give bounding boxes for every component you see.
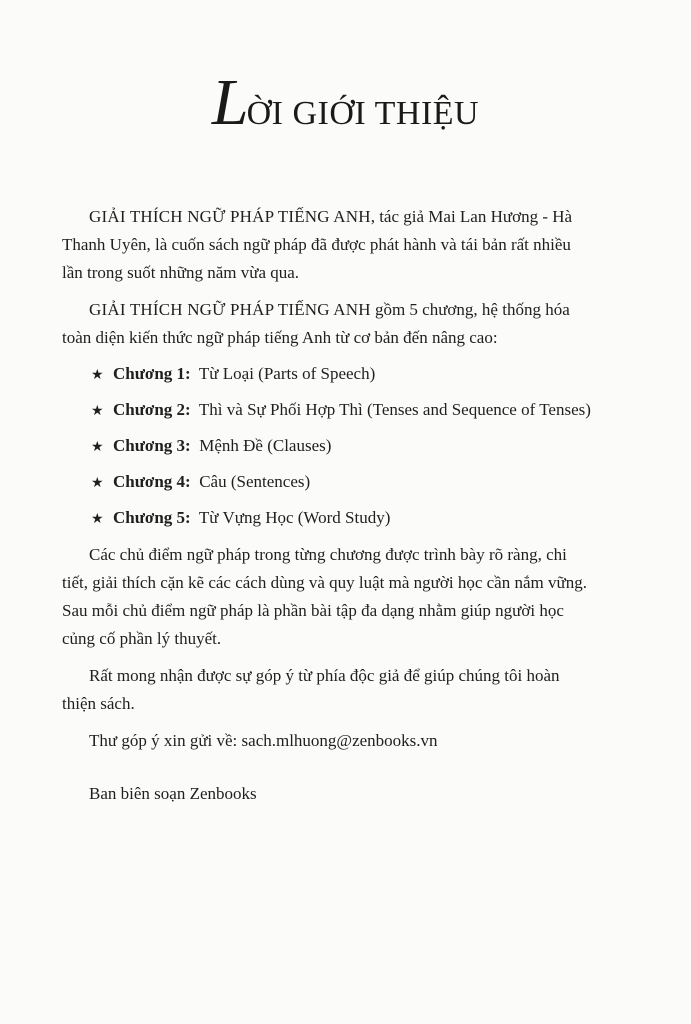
summary-book-name: GIẢI THÍCH NGỮ PHÁP TIẾNG ANH [89, 300, 371, 319]
summary-line-1 [62, 296, 631, 324]
page-title [0, 66, 691, 139]
details-line-3: Sau mỗi chủ điểm ngữ pháp là phần bài tập đa dạng nhằm giúp người học [62, 601, 564, 620]
star-icon: ★ [91, 368, 104, 383]
chapter-title: Từ Vựng Học (Word Study) [198, 508, 391, 527]
summary-line-2: toàn diện kiến thức ngữ pháp tiếng Anh từ cơ bản đến nâng cao: [62, 328, 498, 347]
intro-line-2: Thanh Uyên, là cuốn sách ngữ pháp đã được phát hành và tái bản rất nhiều [62, 235, 571, 254]
chapter-item [91, 468, 631, 498]
intro-paragraph [62, 203, 631, 287]
summary-line-1-rest: gồm 5 chương, hệ thống hóa [370, 300, 570, 319]
title-rest: ỜI GIỚI THIỆU [246, 95, 480, 132]
chapter-item [91, 504, 631, 534]
feedback-line-1: Rất mong nhận được sự góp ý từ phía độc giả để giúp chúng tôi hoàn [89, 666, 560, 685]
contact-line [89, 727, 631, 755]
intro-book-name: GIẢI THÍCH NGỮ PHÁP TIẾNG ANH [89, 207, 371, 226]
title-initial: L [211, 66, 247, 139]
document-body [62, 203, 631, 808]
signature: Ban biên soạn Zenbooks [89, 784, 257, 803]
feedback-paragraph [62, 662, 631, 718]
chapter-item [91, 396, 631, 426]
star-icon: ★ [91, 404, 104, 419]
star-icon: ★ [91, 476, 104, 491]
chapter-label: Chương 4: [113, 472, 191, 491]
chapter-item [91, 432, 631, 462]
details-line-1: Các chủ điểm ngữ pháp trong từng chương được trình bày rõ ràng, chi [89, 545, 567, 564]
chapter-title: Mệnh Đề (Clauses) [199, 436, 332, 455]
chapter-item [91, 360, 631, 390]
star-icon: ★ [91, 440, 104, 455]
details-paragraph [62, 541, 631, 653]
intro-line-3: lần trong suốt những năm vừa qua. [62, 263, 300, 282]
chapter-list [91, 360, 631, 534]
intro-line-1-rest: , tác giả Mai Lan Hương - Hà [370, 207, 573, 226]
chapter-label: Chương 3: [113, 436, 191, 455]
contact-email[interactable]: sach.mlhuong@zenbooks.vn [241, 731, 438, 750]
chapter-title: Từ Loại (Parts of Speech) [198, 364, 376, 383]
feedback-line-2: thiện sách. [62, 694, 135, 713]
chapter-label: Chương 1: [113, 364, 191, 383]
chapter-title: Câu (Sentences) [199, 472, 311, 491]
chapter-label: Chương 2: [113, 400, 191, 419]
summary-paragraph [62, 296, 631, 352]
star-icon: ★ [91, 512, 104, 527]
chapter-label: Chương 5: [113, 508, 191, 527]
intro-line-1 [62, 203, 631, 231]
details-line-2: tiết, giải thích cặn kẽ các cách dùng và quy luật mà người học cần nắm vững. [62, 573, 587, 592]
details-line-4: củng cố phần lý thuyết. [62, 629, 222, 648]
chapter-title: Thì và Sự Phối Hợp Thì (Tenses and Sequence of Tenses) [198, 400, 591, 419]
contact-label: Thư góp ý xin gửi về: [89, 731, 242, 750]
